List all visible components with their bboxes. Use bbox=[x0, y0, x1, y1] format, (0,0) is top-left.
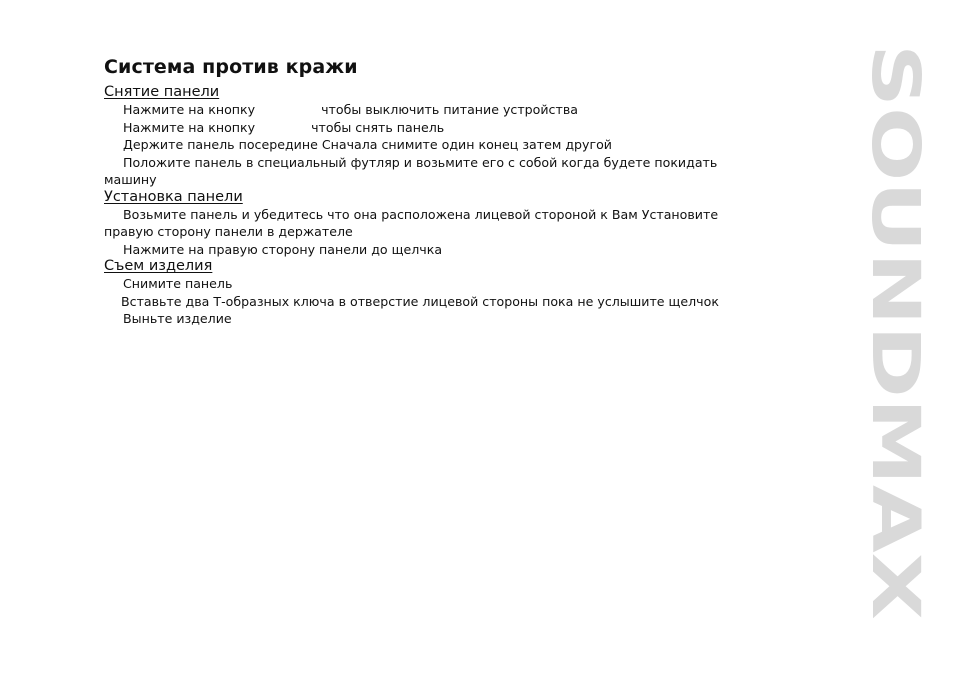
section-panel-installation bbox=[104, 189, 764, 259]
instruction-line: Снимите панель bbox=[123, 276, 233, 291]
brand-logo-text: SOUNDMAX bbox=[857, 44, 934, 479]
section-heading: Съем изделия bbox=[104, 258, 213, 274]
instruction-text: Нажмите на кнопку bbox=[123, 102, 256, 117]
section-panel-removal bbox=[104, 84, 764, 189]
section-heading: Снятие панели bbox=[104, 84, 220, 100]
instruction-line: Вставьте два Т-образных ключа в отверстие лицевой стороны пока не услышите щелчок bbox=[121, 293, 719, 309]
instruction-line: Выньте изделие bbox=[123, 311, 232, 326]
instruction-text: чтобы выключить питание устройства bbox=[321, 102, 578, 117]
instruction-line: Возьмите панель и убедитесь что она расположена лицевой стороной к Вам Установите правую сторону панели в держателе bbox=[104, 206, 719, 239]
brand-logo-svg bbox=[857, 44, 934, 620]
instruction-line bbox=[104, 119, 764, 137]
document-body bbox=[104, 55, 764, 328]
instruction-line bbox=[104, 101, 764, 119]
instruction-line: Держите панель посередине Сначала снимите один конец затем другой bbox=[123, 137, 612, 152]
instruction-text: чтобы снять панель bbox=[311, 119, 445, 135]
instruction-text: Нажмите на кнопку bbox=[123, 119, 256, 135]
instruction-line: Положите панель в специальный футляр и возьмите его с собой когда будете покидать машину bbox=[104, 154, 718, 187]
section-unit-removal bbox=[104, 258, 764, 328]
section-heading: Установка панели bbox=[104, 188, 243, 205]
brand-logo bbox=[857, 44, 934, 620]
page-title: Система против кражи bbox=[104, 56, 358, 78]
instruction-line: Нажмите на правую сторону панели до щелчка bbox=[123, 241, 443, 257]
